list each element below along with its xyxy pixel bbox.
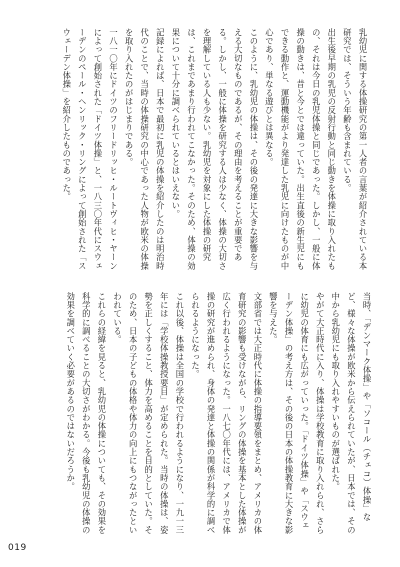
lower-text-column: 当時、「デンマーク体操」や「ソコール（チェコ）体操」など、様々な体操が欧米から伝えられていたが、日本では、その中から乳幼児にも取り入れやすいものが選ばれた。 やがて大正時代に入り、体操は学校教育に取り入れられ、さらに幼児の体育にも広がっていった。「ドイツ体操」や「スウェーデン体操」の考え方は、その後の日本の体操教育に大きな影響を与えた。 文部省では大正時代に体操の指導要領をまとめ、アメリカの体育研究の影響も受けながら、リングの体操を基本とした体操が広く行われるようになった。一八七〇年代には、アメリカで体操の研究が進められ、身体の発達と体操の関係が科学的に調べられるようになった。 これ以後、体操は全国の学校で行われるようになり、一九一三年には「学校体操教授要目」が定められた。当時の体操は、姿勢を正しくすること、体力を高めることを目的としていた。そのため、日本の子どもの体格や体力の向上にもつながったといわれている。 これらの経緯を見ると、乳幼児の体操についても、その効果を科学的に調べることの大切さがわかる。今後も乳幼児の体操の効果を調べていく必要があるのではないだろうか。	[65, 292, 372, 535]
upper-text-column: 乳幼児に関する体操研究の第一人者の言葉が紹介されている本研究では、そういう年齢も含まれている。 出生後早期の乳児の反射行動と同じ動きを体操に取り入れたもの、それは今日の乳児体操と同じであった。しかし、一般に体操の動きは、昔と今とでは違っていた。出生直後の新生児にもできる動作と、運動機能がより発達した乳児に向けたものが中心であり、単なる遊びとは異なる。 このように、乳幼児の体操は、その後の発達に大きな影響を与える大切なものであるが、その理由を考えることが重要である。しかし、一般に体操を研究する人は少なく、体操の大切さを理解している人も少ない。乳幼児を対象にした体操の研究は、これまであまり行われてこなかった。そのため、体操の効果について十分に調べられているとはいえない。 記録によれば、日本で最初に乳児の体操を紹介したのは明治時代のことで、当時の体操研究の中心であった人物が欧米の体操を取り入れたのがはじまりである。 一八一〇年にドイツのフリードリッヒ・ルートヴィヒ・ヤーンによって創始された「ドイツ体操」と、一八三〇年代にスウェーデンのペール・ヘンリック・リングによって創始された「スウェーデン体操」を紹介したものであった。	[61, 28, 368, 271]
page-number: 019	[8, 543, 27, 553]
